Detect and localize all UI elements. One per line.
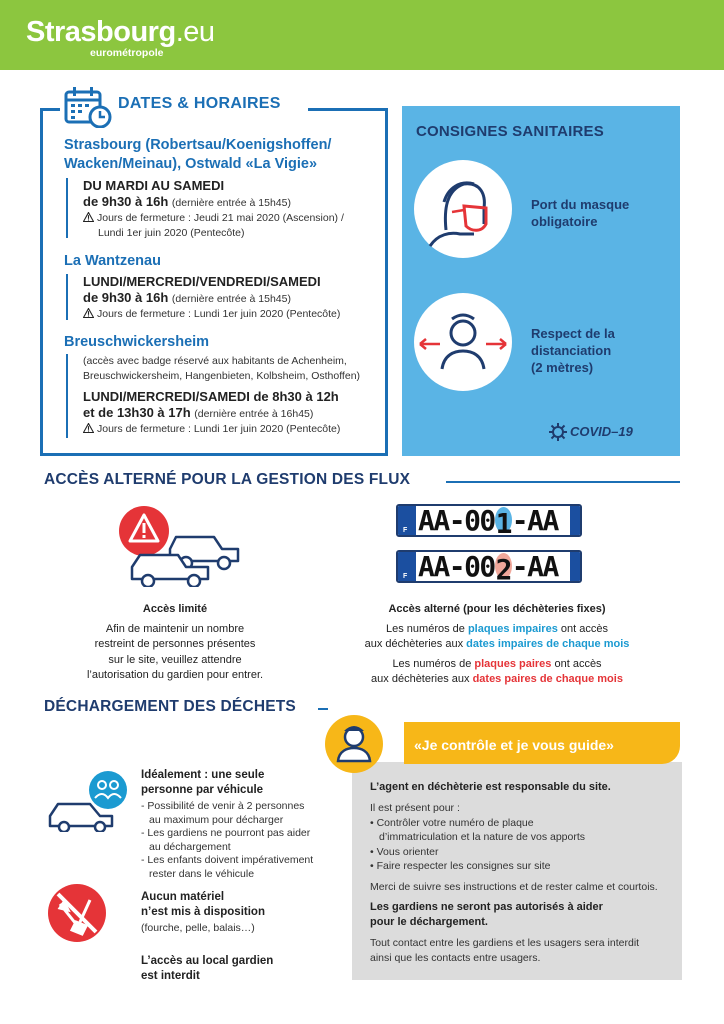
dates-title: DATES & HORAIRES [118, 95, 281, 112]
alternate-access-text: Accès alterné (pour les déchèteries fixes) Les numéros de plaques impaires ont accès aux déchèteries aux dates impaires de chaque mois Les numéros de plaques paires ont accès aux déchèteries aux dates paires de chaque mois [364, 603, 630, 685]
distancing-person-icon [414, 293, 512, 391]
site2-city: La Wantzenau [64, 253, 161, 269]
brand-logo[interactable]: Strasbourg.eu [26, 16, 215, 48]
calendar-clock-icon [64, 86, 112, 128]
one-person-block: Idéalement : une seule personne par véhicule - Possibilité de venir à 2 personnes au maximum pour décharger - Les gardiens ne pourront pas aider au déchargement - Les enfants doivent impérativement rester dans le véhicule [141, 769, 314, 880]
guard-room-block: L’accès au local gardien est interdit [141, 955, 274, 982]
virus-icon [548, 422, 568, 442]
limited-access-cars-icon [118, 505, 244, 587]
license-plate-odd: F AA-001-AA [396, 504, 582, 537]
car-two-people-icon [46, 770, 130, 832]
site3-city: Breuschwickersheim [64, 334, 210, 350]
no-tools-icon [46, 882, 108, 944]
warning-icon [83, 423, 94, 433]
waste-title: DÉCHARGEMENT DES DÉCHETS [44, 698, 296, 715]
guide-tab-title: «Je contrôle et je vous guide» [414, 737, 614, 753]
site1-schedule: DU MARDI AU SAMEDI de 9h30 à 16h (dernière entrée à 15h45) Jours de fermeture : Jeudi 21 mai 2020 (Ascension) / Lundi 1er juin 2020 (Pentecôte) [66, 178, 344, 238]
guide-content: L’agent en déchèterie est responsable du site. Il est présent pour : • Contrôler votre numéro de plaque d’immatriculation et la nature de vos apports • Vous orienter • Faire respecter les consignes sur site Merci de suivre ses instructions et de rester calme et courtois. Les gardiens ne seront pas autorisés à aider pour le déchargement. Tout contact entre les gardiens et les usagers sera interdit ainsi que les contacts entre usagers. [370, 781, 658, 964]
mask-circle [414, 160, 512, 258]
limited-access-text: Accès limité Afin de maintenir un nombre restreint de personnes présentes sur le site, veuillez attendre l’autorisation du gardien pour entrer. [86, 603, 264, 681]
warning-icon [83, 308, 94, 318]
flux-title: ACCÈS ALTERNÉ POUR LA GESTION DES FLUX [44, 471, 411, 488]
mask-text: Port du masque obligatoire [531, 197, 630, 229]
covid-label: COVID–19 [570, 424, 633, 439]
distance-text: Respect de la distanciation (2 mètres) [531, 326, 615, 375]
agent-circle [325, 715, 383, 773]
brand-subtitle: eurométropole [90, 47, 164, 59]
warning-icon [83, 212, 94, 222]
agent-icon [325, 715, 383, 773]
license-plate-even: F AA-002-AA [396, 550, 582, 583]
site1-city: Strasbourg (Robertsau/Koenigshoffen/ Wacken/Meinau), Ostwald «La Vigie» [64, 137, 332, 172]
distance-circle [414, 293, 512, 391]
site2-schedule: LUNDI/MERCREDI/VENDREDI/SAMEDI de 9h30 à 16h (dernière entrée à 15h45) Jours de fermeture : Lundi 1er juin 2020 (Pentecôte) [66, 274, 340, 320]
mask-person-icon [414, 160, 512, 258]
sanitary-title: CONSIGNES SANITAIRES [416, 123, 604, 140]
no-material-block: Aucun matériel n’est mis à disposition (fourche, pelle, balais…) [141, 891, 265, 934]
sanitary-panel [402, 106, 680, 456]
site3-schedule: (accès avec badge réservé aux habitants de Achenheim, Breuschwickersheim, Hangenbieten, Kolbsheim, Osthoffen) LUNDI/MERCREDI/SAMEDI de 8h30 à 12h et de 13h30 à 17h (dernière entrée à 16h45) Jours de fermeture : Lundi 1er juin 2020 (Pentecôte) [66, 354, 360, 438]
